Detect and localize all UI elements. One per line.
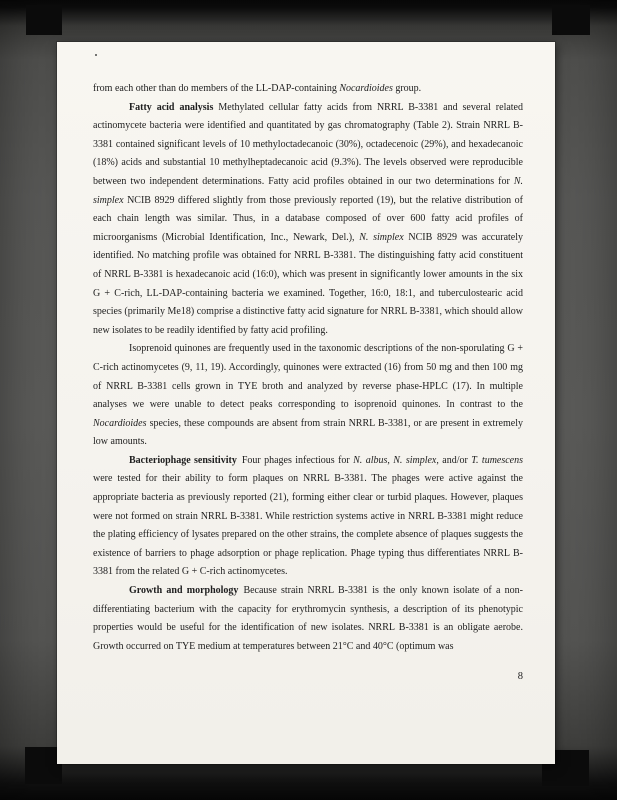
paragraph — [93, 340, 523, 452]
run-italic: N. albus — [353, 454, 388, 466]
run-italic: Nocardioides — [93, 417, 147, 429]
run-text: Four phages infectious for — [241, 454, 354, 466]
page-text — [93, 80, 523, 656]
page-number: 8 — [517, 671, 523, 683]
run-italic: N. simplex — [93, 175, 523, 206]
run-text: NCIB 8929 was accurately identified. No matching profile was obtained for NRRL B-3381. The distinguishing fatty acid constituent of NRRL B-3381 is hexadecanoic acid (16:0), which was present in significantly lower amounts in the six G + C-rich, LL-DAP-containing bacteria we examined. Together, 16:0, 18:1, and tuberculostearic acid species (primarily Me18) comprise a distinctive fatty acid signature for NRRL B-3381, which should allow new isolates to be readily identified by fatty acid profiling. — [93, 231, 523, 336]
run-text: group. — [392, 83, 422, 94]
paragraph — [93, 452, 523, 582]
page-content — [93, 80, 523, 687]
run-bold: Bacteriophage sensitivity — [129, 454, 237, 466]
scan-speck — [95, 54, 97, 56]
run-text: species, these compounds are absent from strain NRRL B-3381, or are present in extremely low amounts. — [93, 417, 523, 448]
paragraph — [93, 582, 523, 656]
run-text: from each other than do members of the LL-DAP-containing — [93, 83, 340, 94]
run-text: , and/or — [436, 454, 472, 466]
corner-mark-top-right — [552, 5, 590, 35]
run-italic: Nocardioides — [339, 83, 393, 94]
run-text: Methylated cellular fatty acids from NRRL B-3381 and several related actinomycete bacteria were identified and quantitated by gas chromatography (Table 2). Strain NRRL B-3381 contained significant levels of 10 methyloctadecanoic (30%), octadecenoic (29%), and hexadecanoic (18%) acids and substantial 10 methylheptadecanoic acid (9.3%). The levels observed were reproducible between two independent determinations. Fatty acid profiles obtained in our two determinations for — [93, 101, 523, 187]
run-text: were tested for their ability to form plaques on NRRL B-3381. The phages were active against the appropriate bacteria as previously reported (21), forming either clear or turbid plaques. However, plaques were not formed on strain NRRL B-3381. While restriction systems active in NRRL B-3381 might reduce the plating efficiency of lysates prepared on the other strains, the complete absence of plaques suggests the existence of barriers to phage adsorption or phage replication. Phage typing thus differentiates NRRL B-3381 from the related G + C-rich actinomycetes. — [93, 473, 523, 578]
run-text: Because strain NRRL B-3381 is the only known isolate of a non-differentiating bacterium with the capacity for erythromycin synthesis, a description of its phenotypic properties would be useful for the identification of new isolates. NRRL B-3381 is an obligate aerobe. Growth occurred on TYE medium at temperatures between 21°C and 40°C (optimum was — [93, 585, 524, 652]
run-italic: N. simplex — [393, 454, 437, 466]
run-text: Isoprenoid quinones are frequently used in the taxonomic descriptions of the non-sporulating G + C-rich actinomycetes (9, 11, 19). Accordingly, quinones were extracted (16) from 50 mg and then 100 mg of NRRL B-3381 cells grown in TYE broth and analyzed by reverse phase-HPLC (17). In multiple analyses we were unable to detect peaks corresponding to isoprenoid quinones. In contrast to the — [93, 343, 523, 411]
run-bold: Growth and morphology — [129, 585, 239, 597]
run-text: NCIB 8929 differed slightly from those previously reported (19), but the relative distribution of each chain length was similar. Thus, in a database composed of over 600 fatty acid profiles of microorganisms (Microbial Identification, Inc., Newark, Del.), — [93, 194, 523, 243]
paragraph — [93, 80, 523, 99]
run-italic: N. simplex — [359, 231, 404, 243]
corner-mark-top-left — [26, 5, 62, 35]
run-bold: Fatty acid analysis — [129, 101, 214, 113]
run-text: , — [387, 454, 394, 466]
paragraph — [93, 99, 523, 341]
run-italic: T. tumescens — [471, 454, 524, 466]
document-page — [57, 42, 555, 764]
